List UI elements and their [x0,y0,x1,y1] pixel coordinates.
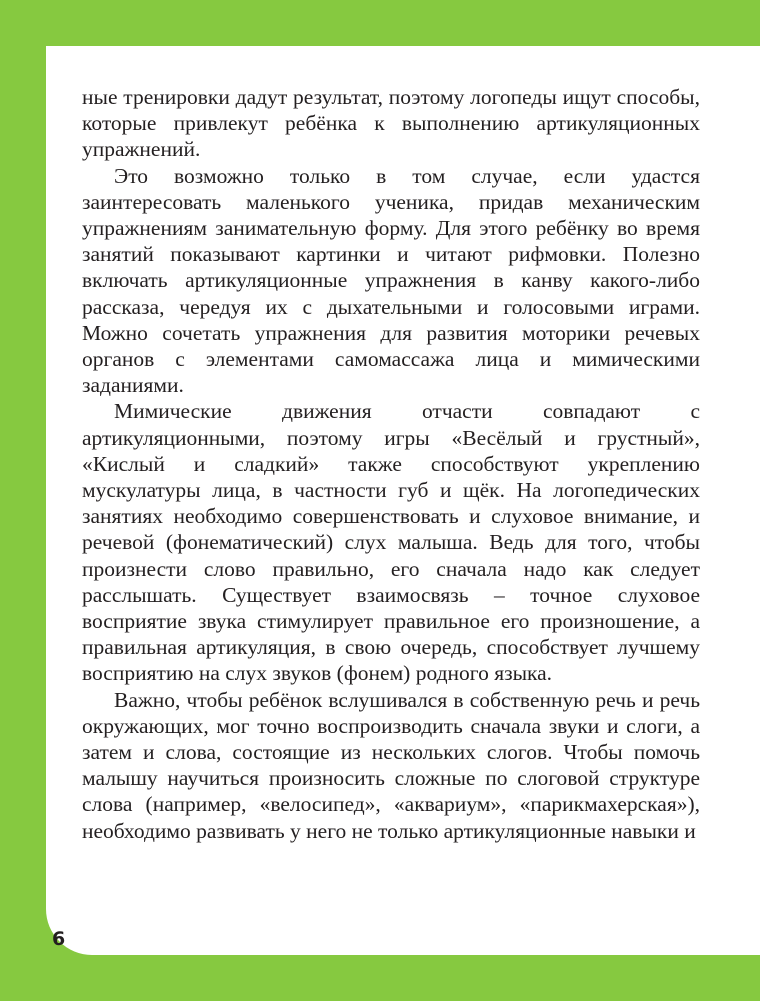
paragraph-3: Мимические движения отчасти совпадают с артикуляционными, поэтому игры «Весёлый и грустный», «Кислый и сладкий» также способствуют укреплению мускулатуры лица, в частности губ и щёк. На логопедических занятиях необходимо совершенствовать и слуховое внимание, и речевой (фонематический) слух малыша. Ведь для того, чтобы произнести слово правильно, его сначала надо как следует расслышать. Существует взаимосвязь – точное слуховое восприятие звука стимулирует правильное его произношение, а правильная артикуляция, в свою очередь, способствует лучшему восприятию на слух звуков (фонем) родного языка. [82,399,700,686]
page-number: 6 [52,928,66,950]
body-text [82,84,700,844]
paragraph-2: Это возможно только в том случае, если удастся заинтересовать маленького ученика, придав механическим упражнениям занимательную форму. Для этого ребёнку во время занятий показывают картинки и читают рифмовки. Полезно включать артикуляционные упражнения в канву какого-либо рассказа, чередуя их с дыхательными и голосовыми играми. Можно сочетать упражнения для развития моторики речевых органов с элементами самомассажа лица и мимическими заданиями. [82,163,700,398]
paragraph-1: ные тренировки дадут результат, поэтому логопеды ищут способы, которые привлекут ребёнка к выполнению артикуляционных упражнений. [82,85,700,162]
paragraph-4: Важно, чтобы ребёнок вслушивался в собственную речь и речь окружающих, мог точно воспроизводить сначала звуки и слоги, а затем и слова, состоящие из нескольких слогов. Чтобы помочь малышу научиться произносить сложные по слоговой структуре слова (например, «велосипед», «аквариум», «парикмахерская»), необходимо развивать у него не только артикуляционные навыки и [82,687,700,843]
